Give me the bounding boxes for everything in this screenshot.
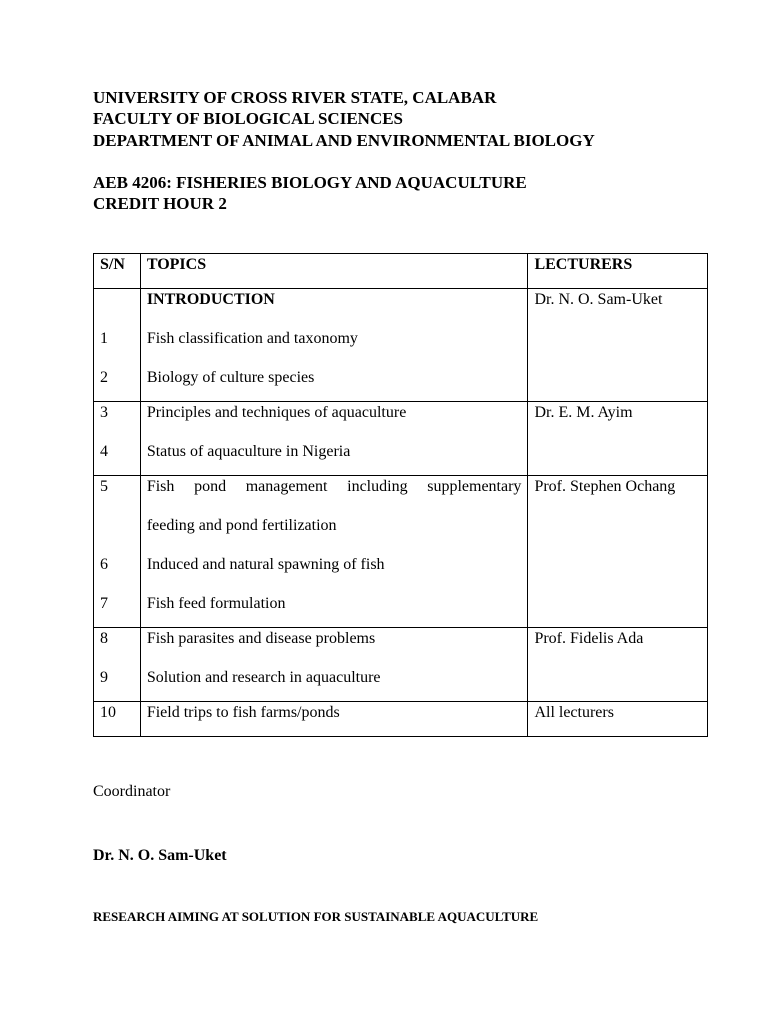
coordinator-label: Coordinator <box>93 783 171 800</box>
lecturer-cell <box>528 289 708 402</box>
lecturer-name: Prof. Stephen Ochang <box>534 478 676 495</box>
topic-text <box>147 476 522 515</box>
sn-number: 5 <box>100 478 108 495</box>
credit-hours: CREDIT HOUR 2 <box>93 194 227 213</box>
lecturer-cell <box>528 628 708 702</box>
topic-text: Induced and natural spawning of fish <box>146 556 385 573</box>
topic-text: Solution and research in aquaculture <box>146 669 381 686</box>
table-row <box>94 289 708 402</box>
sn-number: 10 <box>100 704 116 721</box>
topic-text: Status of aquaculture in Nigeria <box>146 443 351 460</box>
topic-text: Fish feed formulation <box>146 595 286 612</box>
topic-word: Fish <box>146 478 175 495</box>
header-topics: TOPICS <box>140 254 528 289</box>
topic-text: Principles and techniques of aquaculture <box>146 404 407 421</box>
topic-text: Field trips to fish farms/ponds <box>146 704 340 721</box>
sn-cell <box>94 402 141 476</box>
sn-number: 1 <box>100 330 108 347</box>
topic-word: supplementary <box>427 478 522 495</box>
sn-number: 9 <box>100 669 108 686</box>
sn-number <box>100 289 134 328</box>
course-topics-table <box>93 253 708 737</box>
sn-number: 3 <box>100 404 108 421</box>
header-lecturers: LECTURERS <box>528 254 708 289</box>
table-row <box>94 702 708 737</box>
table-row <box>94 476 708 628</box>
topic-word: including <box>347 478 408 495</box>
sn-number: 6 <box>100 556 108 573</box>
table-header-row <box>94 254 708 289</box>
lecturer-cell <box>528 702 708 737</box>
sn-cell <box>94 476 141 628</box>
sn-number: 4 <box>100 443 108 460</box>
sn-number: 2 <box>100 369 108 386</box>
topics-cell <box>140 476 528 628</box>
topic-text: Fish parasites and disease problems <box>146 630 376 647</box>
lecturer-name: Prof. Fidelis Ada <box>534 630 644 647</box>
sn-number <box>100 515 134 554</box>
topics-cell <box>140 628 528 702</box>
table-row <box>94 402 708 476</box>
coordinator-name: Dr. N. O. Sam-Uket <box>93 847 227 864</box>
table-row <box>94 628 708 702</box>
sn-number: 8 <box>100 630 108 647</box>
topic-word: pond <box>194 478 227 495</box>
faculty-name: FACULTY OF BIOLOGICAL SCIENCES <box>93 109 404 128</box>
topic-text: Biology of culture species <box>146 369 315 386</box>
sn-cell <box>94 628 141 702</box>
section-heading: INTRODUCTION <box>146 291 275 308</box>
lecturer-name: All lecturers <box>534 704 614 721</box>
topics-cell <box>140 289 528 402</box>
lecturer-cell <box>528 476 708 628</box>
topic-text: Fish classification and taxonomy <box>146 330 358 347</box>
topic-text: feeding and pond fertilization <box>146 517 337 534</box>
topics-cell <box>140 702 528 737</box>
sn-cell <box>94 289 141 402</box>
course-title: AEB 4206: FISHERIES BIOLOGY AND AQUACULTURE <box>93 173 527 192</box>
sn-cell <box>94 702 141 737</box>
lecturer-name: Dr. N. O. Sam-Uket <box>534 291 663 308</box>
header-sn: S/N <box>94 254 141 289</box>
topic-word: management <box>245 478 328 495</box>
university-name: UNIVERSITY OF CROSS RIVER STATE, CALABAR <box>93 88 497 107</box>
department-name: DEPARTMENT OF ANIMAL AND ENVIRONMENTAL BIOLOGY <box>93 131 595 150</box>
lecturer-name: Dr. E. M. Ayim <box>534 404 633 421</box>
lecturer-cell <box>528 402 708 476</box>
sn-number: 7 <box>100 595 108 612</box>
topics-cell <box>140 402 528 476</box>
motto-text: RESEARCH AIMING AT SOLUTION FOR SUSTAINABLE AQUACULTURE <box>93 909 539 924</box>
